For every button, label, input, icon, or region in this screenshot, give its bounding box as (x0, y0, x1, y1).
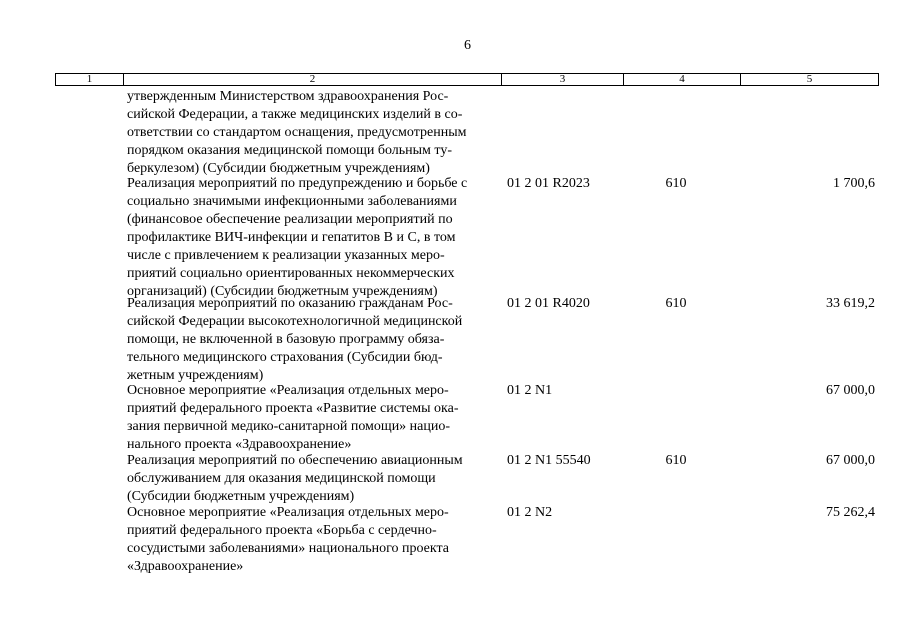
row-description: Основное мероприятие «Реализация отдельных меро- приятий федерального проекта «Борьба с сердечно- сосудистыми заболеваниями» национального проекта «Здравоохранение» (127, 505, 449, 574)
page-number: 6 (464, 38, 471, 53)
row-description: утвержденным Министерством здравоохранения Рос- сийской Федерации, а также медицинских изделий в со- ответствии со стандартом оснащения, предусмотренным порядком оказания медицинской помощи больным ту- беркулезом) (Субсидии бюджетным учреждениям) (127, 89, 467, 176)
row-amount: 1 700,6 (833, 176, 875, 191)
row-description: Реализация мероприятий по обеспечению авиационным обслуживанием для оказания медицинской помощи (Субсидии бюджетным учреждениям) (127, 453, 463, 504)
header-col-3: 3 (502, 74, 624, 86)
row-description: Реализация мероприятий по оказанию гражданам Рос- сийской Федерации высокотехнологичной медицинской помощи, не включенной в базовую программу обяза- тельного медицинского страхования (Субсидии бюд- жетным учреждениям) (127, 296, 463, 383)
row-expense-type: 610 (665, 453, 687, 468)
row-amount: 75 262,4 (826, 505, 875, 520)
row-amount: 33 619,2 (826, 296, 875, 311)
row-description: Реализация мероприятий по предупреждению и борьбе с социально значимыми инфекционными заболеваниями (финансовое обеспечение реализации мероприятий по профилактике ВИЧ-инфекции и гепатитов В и С, в том числе с привлечением к реализации указанных меро- приятий социально ориентированных некоммерческих организаций) (Субсидии бюджетным учреждениям) (127, 176, 468, 299)
column-number-header (55, 73, 879, 86)
row-amount: 67 000,0 (826, 383, 875, 398)
row-code: 01 2 N1 55540 (507, 453, 591, 468)
row-expense-type: 610 (665, 296, 687, 311)
row-amount: 67 000,0 (826, 453, 875, 468)
row-description: Основное мероприятие «Реализация отдельных меро- приятий федерального проекта «Развитие системы ока- зания первичной медико-санитарной помощи» нацио- нального проекта «Здравоохранение» (127, 383, 459, 452)
header-col-4: 4 (624, 74, 741, 86)
header-row (56, 74, 879, 86)
header-col-1: 1 (56, 74, 124, 86)
header-col-2: 2 (124, 74, 502, 86)
row-code: 01 2 N1 (507, 383, 553, 398)
row-code: 01 2 01 R2023 (507, 176, 590, 191)
row-expense-type: 610 (665, 176, 687, 191)
row-code: 01 2 01 R4020 (507, 296, 590, 311)
row-code: 01 2 N2 (507, 505, 553, 520)
header-col-5: 5 (741, 74, 879, 86)
